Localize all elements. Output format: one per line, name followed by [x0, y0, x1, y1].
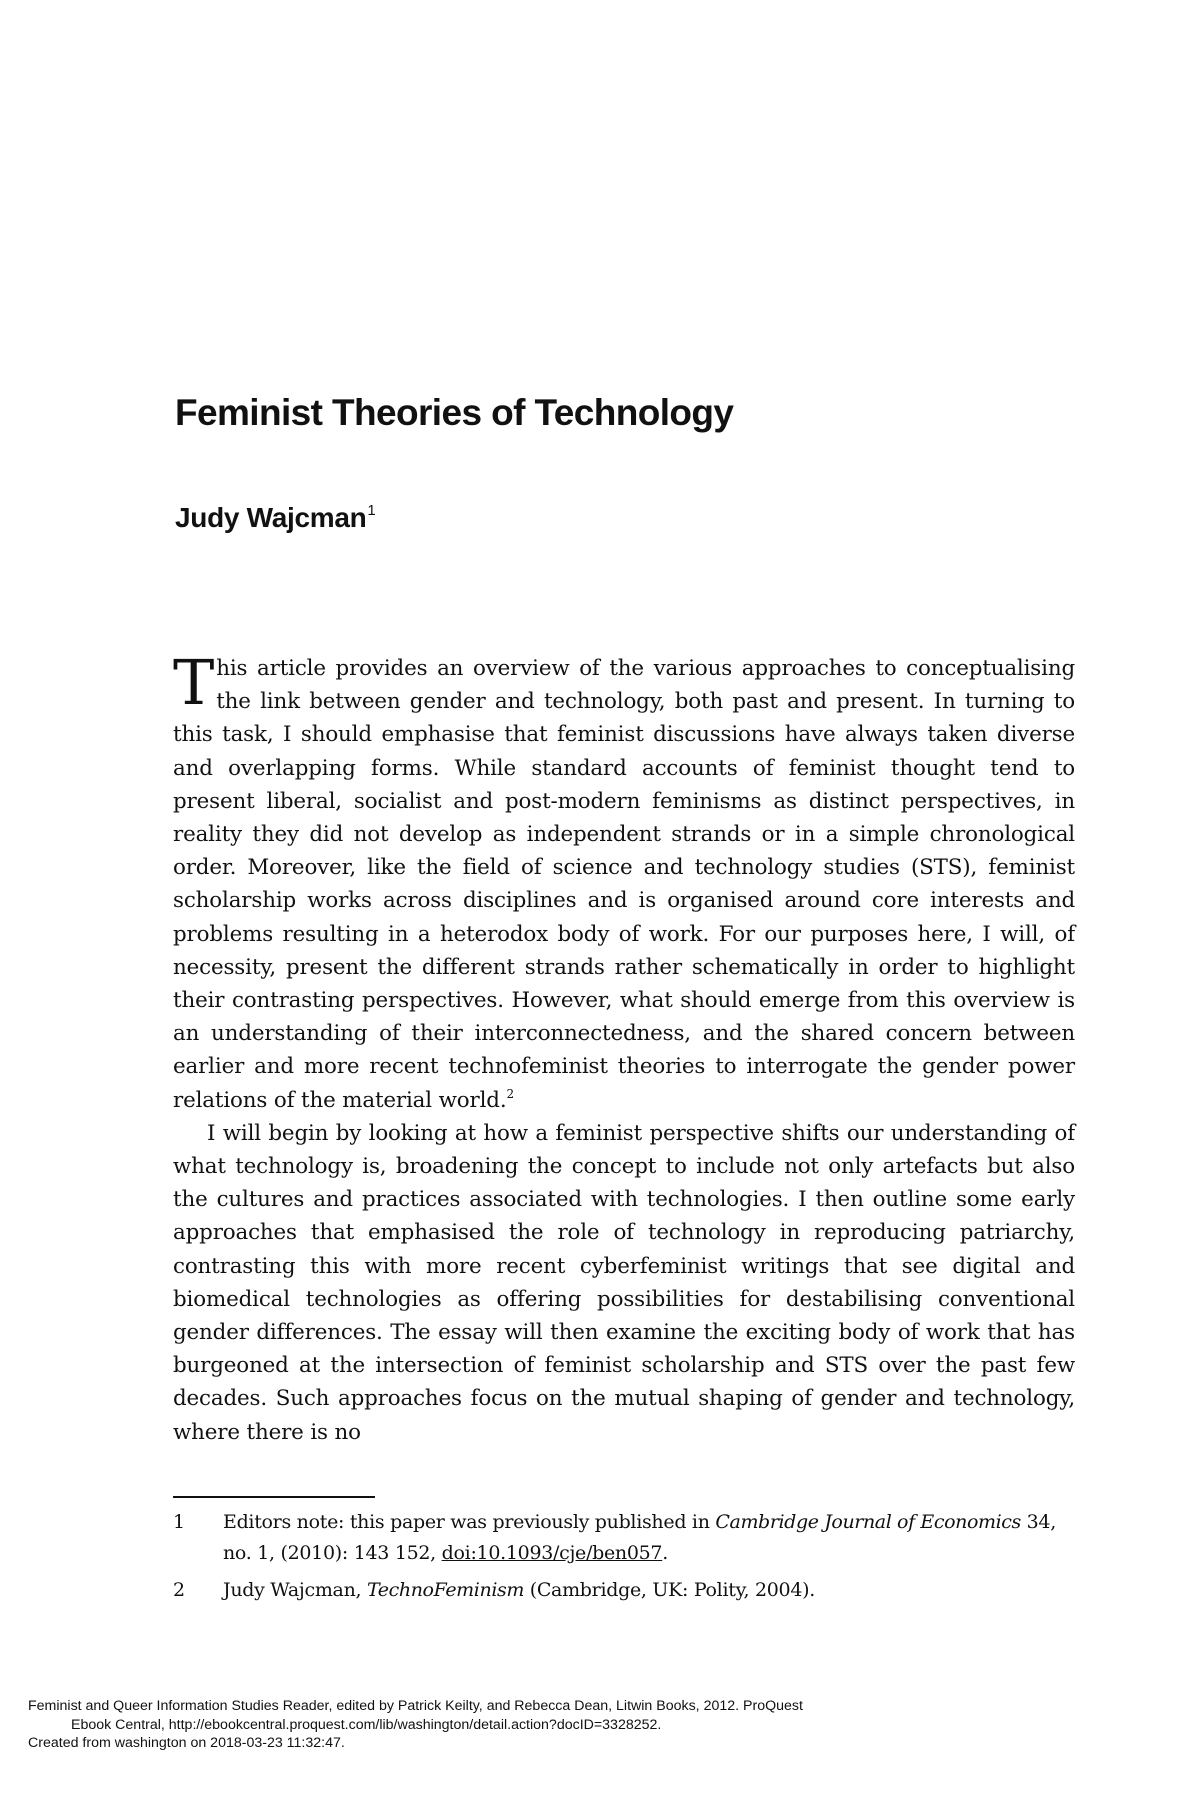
author-footnote-ref[interactable]: 1	[367, 502, 376, 519]
citation-line-3: Created from washington on 2018-03-23 11:32:47.	[28, 1735, 345, 1751]
paragraph-2: I will begin by looking at how a feminist perspective shifts our understanding of what technology is, broadening the concept to include not only artefacts but also the cultures and practices associated with technologies. I then outline some early approaches that emphasised the role of technology in reproducing patriarchy, contrasting this with more recent cyberfeminist writings that see digital and biomedical technologies as offering possibilities for destabilising conventional gender differences. The essay will then examine the exciting body of work that has burgeoned at the intersection of feminist scholarship and STS over the past few decades. Such approaches focus on the mutual shaping of gender and technology, where there is no	[173, 1120, 1075, 1445]
footnote-2	[173, 1575, 1075, 1606]
drop-cap: T	[173, 646, 215, 719]
footnote-1-prefix: Editors note: this paper was previously published in	[223, 1511, 716, 1533]
article-title: Feminist Theories of Technology	[175, 392, 734, 433]
citation-line-1: Feminist and Queer Information Studies Reader, edited by Patrick Keilty, and Rebecca Dean, Litwin Books, 2012. ProQuest	[28, 1698, 803, 1714]
footnote-2-prefix: Judy Wajcman,	[223, 1579, 367, 1601]
paragraph-1-text: his article provides an overview of the various approaches to conceptualising the link between gender and technology, both past and present. In turning to this task, I should emphasise that feminist discussions have always taken diverse and overlapping forms. While standard accounts of feminist thought tend to present liberal, socialist and post-modern feminisms as distinct perspectives, in reality they did not develop as independent strands or in a simple chronological order. Moreover, like the field of science and technology studies (STS), feminist scholarship works across disciplines and is organised around core interests and problems resulting in a heterodox body of work. For our purposes here, I will, of necessity, present the different strands rather schematically in order to highlight their contrasting perspectives. However, what should emerge from this overview is an understanding of their interconnectedness, and the shared concern between earlier and more recent technofeminist theories to interrogate the gender power relations of the material world.	[173, 656, 1075, 1113]
footnote-text	[223, 1575, 1075, 1606]
footnotes	[173, 1507, 1075, 1612]
paragraph-1	[173, 646, 1075, 1117]
author-name	[175, 502, 375, 534]
source-citation	[28, 1697, 1178, 1753]
footnote-1-suffix: .	[662, 1542, 668, 1564]
footnote-1	[173, 1507, 1075, 1569]
doi-link[interactable]: doi:10.1093/cje/ben057	[441, 1542, 663, 1564]
footnote-number: 1	[173, 1511, 185, 1533]
footnote-1-journal: Cambridge Journal of Economics	[715, 1511, 1021, 1533]
footnote-2-suffix: (Cambridge, UK: Polity, 2004).	[523, 1579, 815, 1601]
footnote-2-book: TechnoFeminism	[367, 1579, 524, 1601]
footnote-1-middle: 34, no. 1, (2010): 143 152,	[223, 1511, 1056, 1564]
footnote-divider	[173, 1496, 375, 1498]
author-name-text: Judy Wajcman	[175, 502, 367, 533]
citation-line-2: Ebook Central, http://ebookcentral.proquest.com/lib/washington/detail.action?docID=3328252.	[71, 1716, 662, 1733]
article-body	[173, 646, 1075, 1449]
footnote-text	[223, 1507, 1075, 1569]
footnote-number: 2	[173, 1579, 185, 1601]
footnote-ref-2[interactable]: 2	[506, 1086, 514, 1101]
